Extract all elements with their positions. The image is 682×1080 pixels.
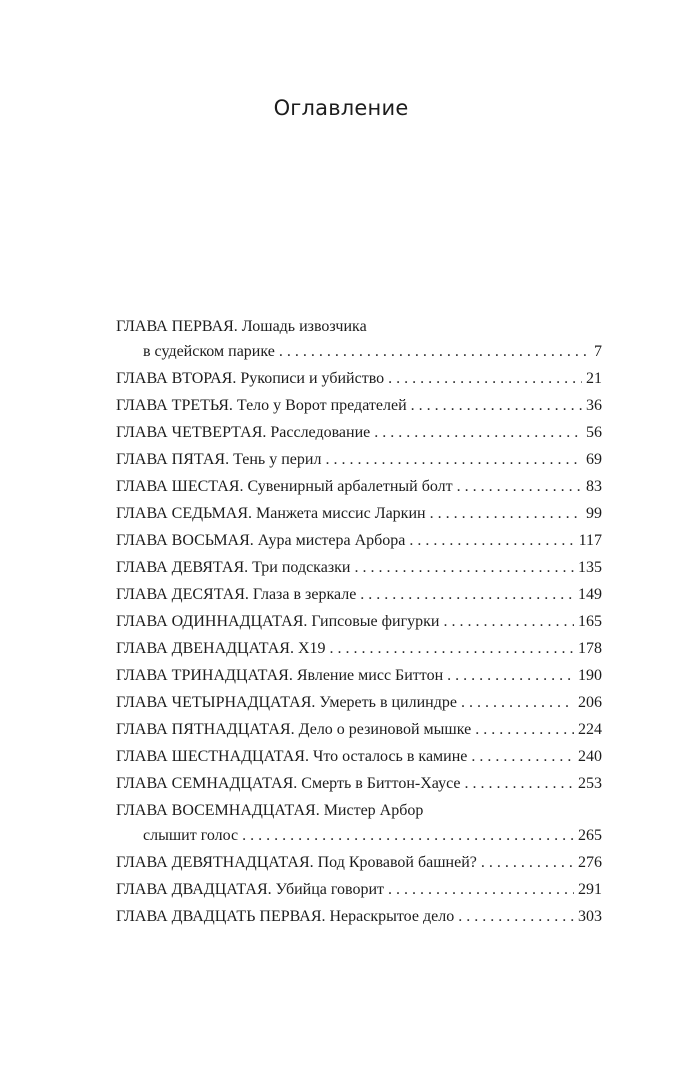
toc-entry [116, 717, 602, 742]
chapter-title: ГЛАВА ДЕВЯТНАДЦАТАЯ. Под Кровавой башней? [116, 854, 477, 871]
dot-leader [458, 904, 574, 929]
chapter-title: ГЛАВА ТРЕТЬЯ. Тело у Ворот предателей [116, 397, 407, 414]
chapter-title: слышит голос [143, 827, 239, 844]
toc-entry [116, 393, 602, 418]
page-number: 291 [578, 881, 602, 898]
toc-entry [116, 447, 602, 472]
chapter-title: в судейском парике [143, 343, 275, 360]
toc-entry-title-line [116, 904, 602, 929]
toc-entry-title-line [116, 744, 602, 769]
toc-entry-title-line [116, 771, 602, 796]
toc-entry-title-line [116, 447, 602, 472]
page-number: 21 [586, 370, 602, 387]
page-number: 7 [594, 343, 602, 360]
toc-entry [116, 877, 602, 902]
toc-entry-title-line [116, 690, 602, 715]
dot-leader [330, 636, 574, 661]
toc-entry [116, 771, 602, 796]
dot-leader [374, 420, 582, 445]
toc-entry-title-line [116, 314, 602, 339]
page-number: 276 [578, 854, 602, 871]
page-number: 303 [578, 908, 602, 925]
toc-entry [116, 420, 602, 445]
toc-entry-title-line [116, 420, 602, 445]
chapter-title: ГЛАВА ТРИНАДЦАТАЯ. Явление мисс Биттон [116, 667, 444, 684]
page-number: 265 [578, 827, 602, 844]
chapter-title: ГЛАВА ЧЕТВЕРТАЯ. Расследование [116, 424, 371, 441]
toc-entry-title-line [116, 850, 602, 875]
page-number: 224 [578, 721, 602, 738]
page-number: 253 [578, 775, 602, 792]
toc-entry [116, 690, 602, 715]
toc-entry-title-line [116, 717, 602, 742]
dot-leader [461, 690, 574, 715]
toc-entry-title-line [116, 663, 602, 688]
toc-entry-title-line [116, 555, 602, 580]
chapter-title: ГЛАВА ДВЕНАДЦАТАЯ. Х19 [116, 640, 326, 657]
chapter-title: ГЛАВА ШЕСТНАДЦАТАЯ. Что осталось в камине [116, 748, 468, 765]
toc-entry [116, 850, 602, 875]
page-number: 36 [586, 397, 602, 414]
toc-entry [116, 314, 602, 364]
toc-entry [116, 744, 602, 769]
toc-entry-title-line [116, 474, 602, 499]
chapter-title: ГЛАВА ВОСЬМАЯ. Аура мистера Арбора [116, 532, 406, 549]
chapter-title: ГЛАВА ОДИННАДЦАТАЯ. Гипсовые фигурки [116, 613, 440, 630]
chapter-title: ГЛАВА ПЕРВАЯ. Лошадь извозчика [116, 318, 367, 335]
dot-leader [475, 717, 574, 742]
toc-entry-title-line [116, 366, 602, 391]
dot-leader [409, 528, 574, 553]
dot-leader [430, 501, 582, 526]
chapter-title: ГЛАВА СЕМНАДЦАТАЯ. Смерть в Биттон-Хаусе [116, 775, 461, 792]
toc-entry [116, 582, 602, 607]
page-number: 99 [586, 505, 602, 522]
toc-entry [116, 798, 602, 848]
dot-leader [464, 771, 574, 796]
page-number: 69 [586, 451, 602, 468]
dot-leader [388, 366, 582, 391]
toc-entry [116, 636, 602, 661]
page-number: 149 [578, 586, 602, 603]
page-number: 178 [578, 640, 602, 657]
chapter-title: ГЛАВА ПЯТАЯ. Тень у перил [116, 451, 322, 468]
chapter-title: ГЛАВА ДВАДЦАТЬ ПЕРВАЯ. Нераскрытое дело [116, 908, 455, 925]
dot-leader [411, 393, 582, 418]
toc-entry-title-line [116, 636, 602, 661]
toc-entry-continuation-line [116, 339, 602, 364]
dot-leader [443, 609, 574, 634]
toc-entry [116, 501, 602, 526]
page-number: 135 [578, 559, 602, 576]
toc-entry-continuation-line [116, 823, 602, 848]
toc-entry-title-line [116, 582, 602, 607]
toc-entry [116, 555, 602, 580]
dot-leader [457, 474, 582, 499]
page-number: 206 [578, 694, 602, 711]
chapter-title: ГЛАВА ШЕСТАЯ. Сувенирный арбалетный болт [116, 478, 453, 495]
toc-entry-title-line [116, 798, 602, 823]
page-number: 240 [578, 748, 602, 765]
toc-entry-title-line [116, 609, 602, 634]
dot-leader [325, 447, 582, 472]
chapter-title: ГЛАВА ДВАДЦАТАЯ. Убийца говорит [116, 881, 385, 898]
toc-entry [116, 528, 602, 553]
page-number: 190 [578, 667, 602, 684]
dot-leader [279, 339, 590, 364]
toc-entry [116, 904, 602, 929]
chapter-title: ГЛАВА ПЯТНАДЦАТАЯ. Дело о резиновой мышке [116, 721, 472, 738]
dot-leader [471, 744, 574, 769]
toc-entry-title-line [116, 393, 602, 418]
dot-leader [354, 555, 574, 580]
page-number: 56 [586, 424, 602, 441]
dot-leader [360, 582, 574, 607]
toc-entry-title-line [116, 501, 602, 526]
dot-leader [242, 823, 574, 848]
chapter-title: ГЛАВА ВТОРАЯ. Рукописи и убийство [116, 370, 385, 387]
dot-leader [388, 877, 574, 902]
page-number: 165 [578, 613, 602, 630]
toc-entry-title-line [116, 877, 602, 902]
chapter-title: ГЛАВА ВОСЕМНАДЦАТАЯ. Мистер Арбор [116, 802, 424, 819]
toc-entry [116, 609, 602, 634]
table-of-contents [116, 314, 602, 931]
toc-entry-title-line [116, 528, 602, 553]
page-title: Оглавление [273, 96, 409, 120]
dot-leader [481, 850, 574, 875]
toc-entry [116, 474, 602, 499]
page-number: 117 [578, 532, 602, 549]
chapter-title: ГЛАВА ДЕСЯТАЯ. Глаза в зеркале [116, 586, 357, 603]
toc-entry [116, 366, 602, 391]
toc-entry [116, 663, 602, 688]
chapter-title: ГЛАВА ДЕВЯТАЯ. Три подсказки [116, 559, 351, 576]
chapter-title: ГЛАВА СЕДЬМАЯ. Манжета миссис Ларкин [116, 505, 426, 522]
chapter-title: ГЛАВА ЧЕТЫРНАДЦАТАЯ. Умереть в цилиндре [116, 694, 457, 711]
page-number: 83 [586, 478, 602, 495]
dot-leader [447, 663, 574, 688]
